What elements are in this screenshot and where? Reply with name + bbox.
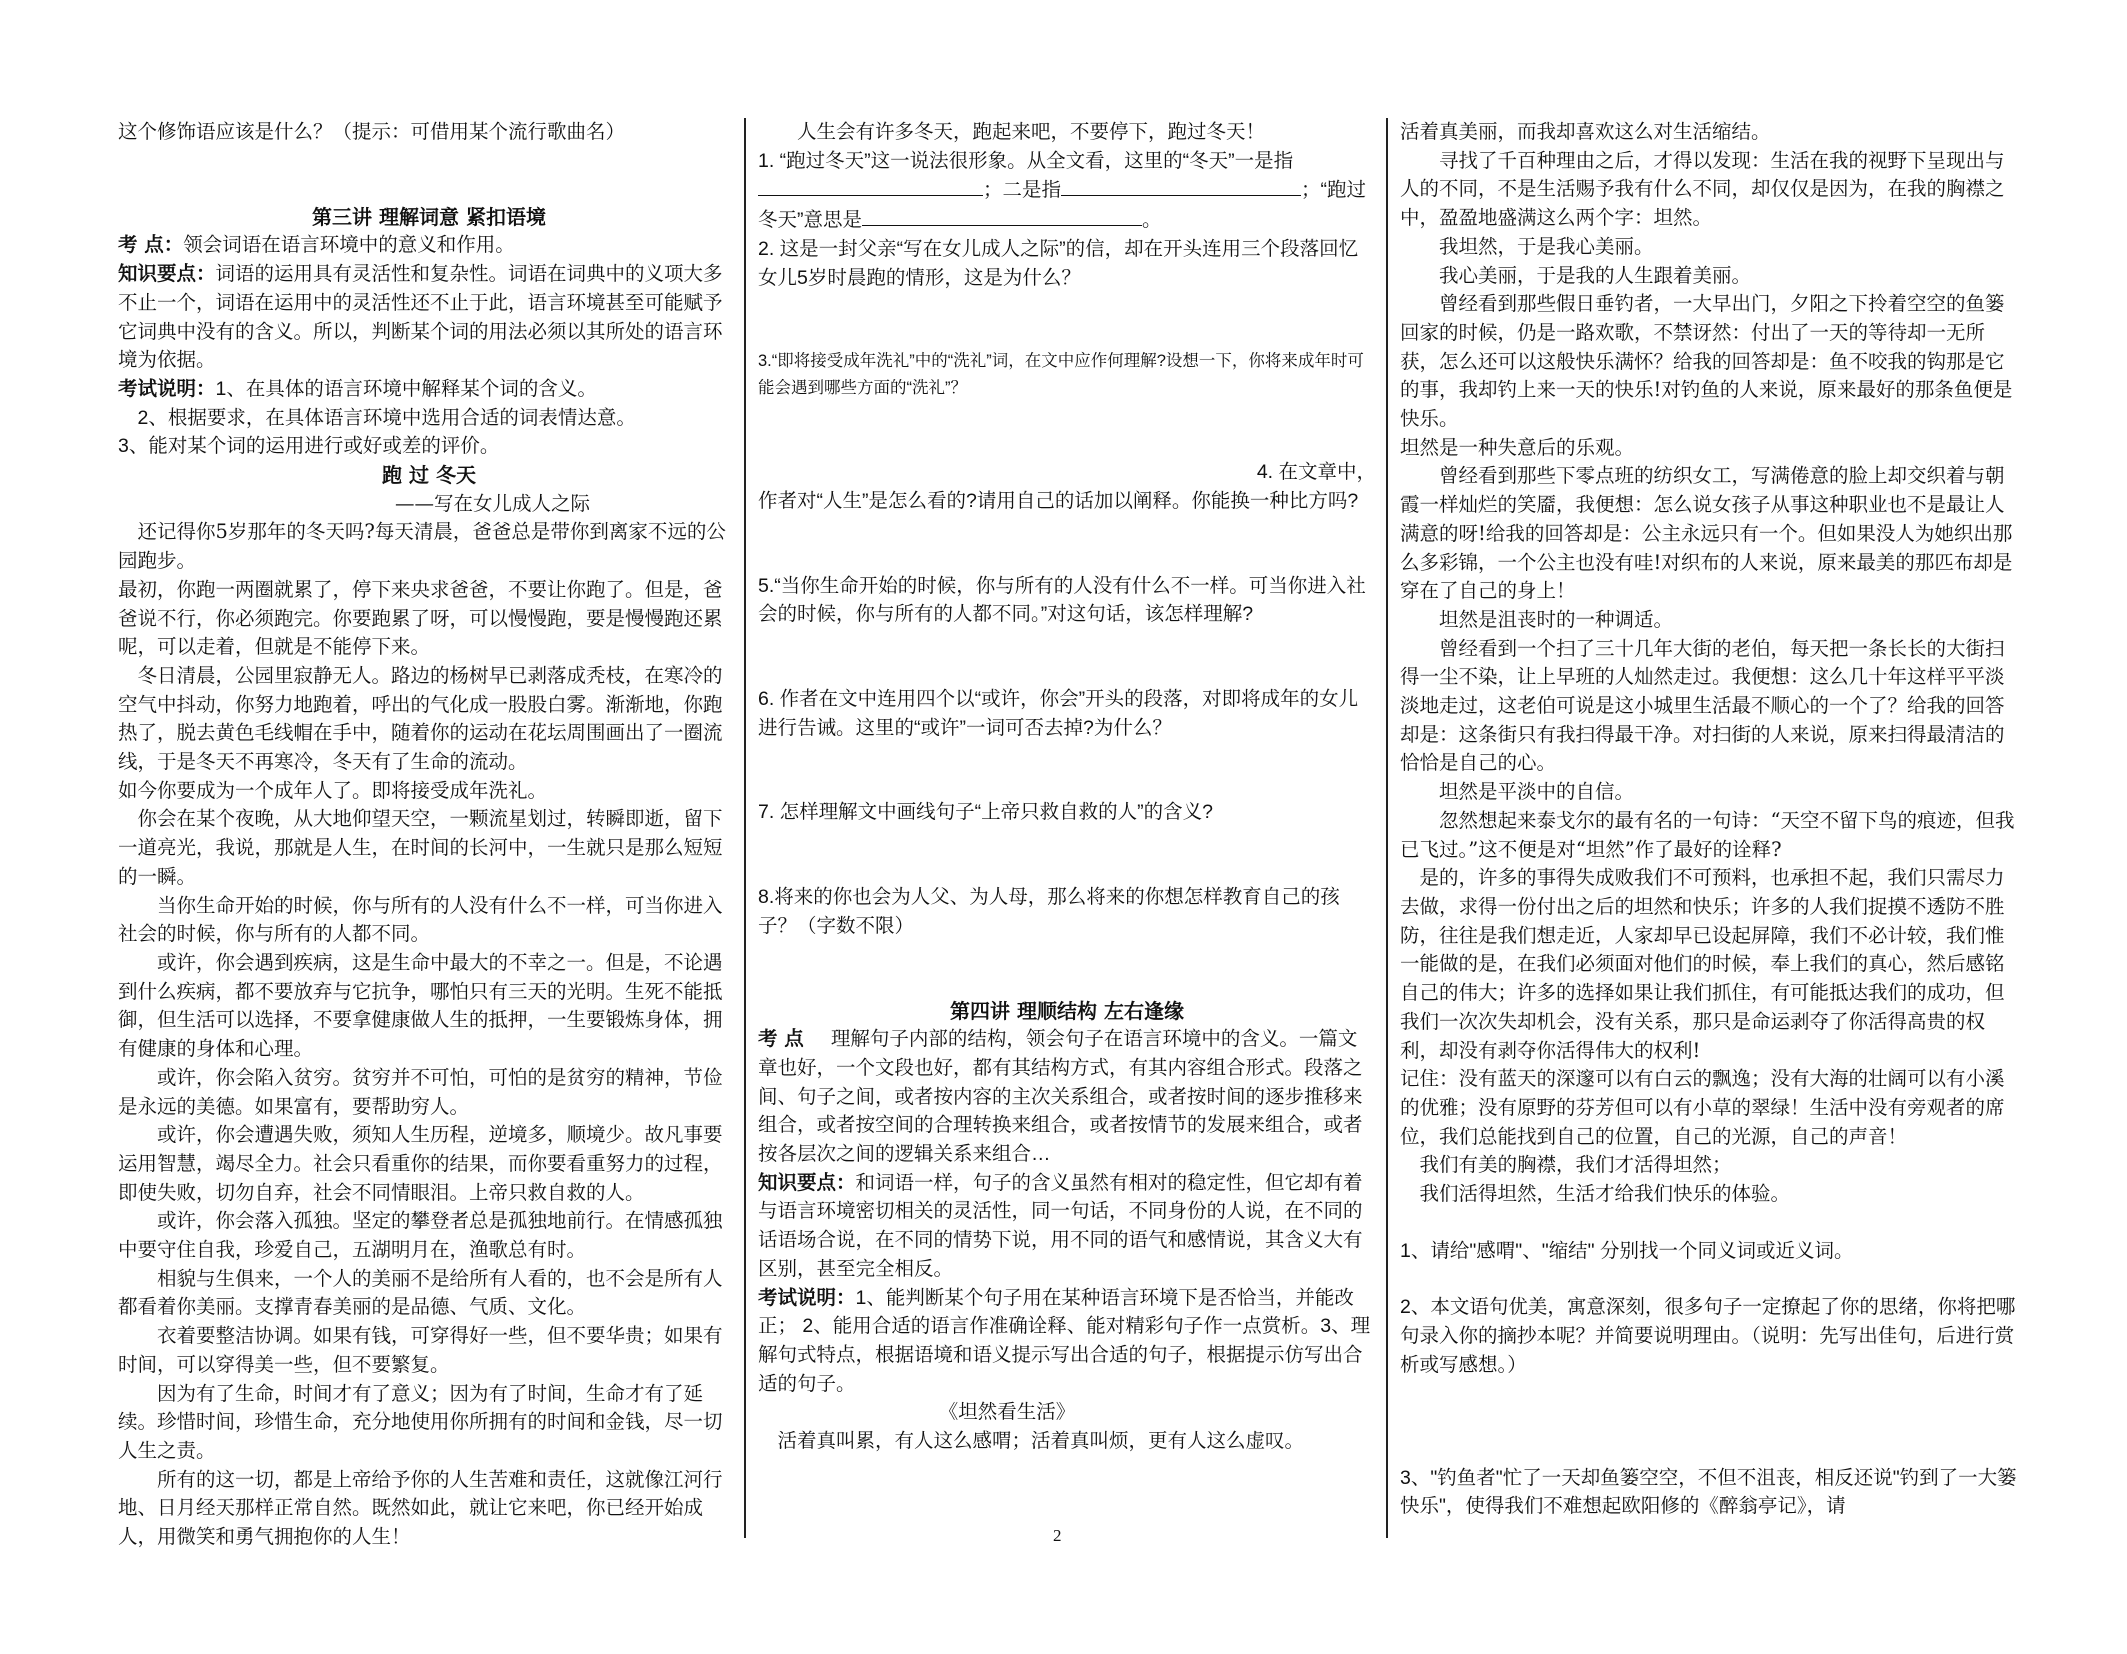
essay-title: 跑 过 冬天: [382, 463, 476, 488]
essay-paragraph: 你会在某个夜晚，从大地仰望天空，一颗流星划过，转瞬即逝，留下一道亮光，我说，那就是人生，在时间的长河中，一生就只是那么短短的一瞬。: [118, 807, 723, 888]
question-3: 3、"钓鱼者"忙了一天却鱼篓空空，不但不沮丧，相反还说"钓到了一大篓快乐"，使得我们不难想起欧阳修的《醉翁亭记》，请: [1400, 1466, 2017, 1518]
answer-blank[interactable]: [1061, 175, 1301, 196]
essay2-paragraph: 记住：没有蓝天的深邃可以有白云的飘逸；没有大海的壮阔可以有小溪的优雅；没有原野的芬芳但可以有小草的翠绿！生活中没有旁观者的席位，我们总能找到自己的位置，自己的光源，自己的声音！: [1400, 1067, 2005, 1148]
essay-paragraph: 还记得你5岁那年的冬天吗?每天清晨，爸爸总是带你到离家不远的公园跑步。: [118, 520, 726, 573]
exam-note-3: 3、能对某个词的运用进行或好或差的评价。: [118, 435, 500, 458]
essay2-title: 《坦然看生活》: [938, 1400, 1076, 1424]
question-2: 2. 这是一封父亲“写在女儿成人之际”的信，却在开头连用三个段落回忆女儿5岁时晨跑的情形，这是为什么？: [758, 237, 1359, 289]
essay2-paragraph: 坦然是一种失意后的乐观。: [1400, 435, 1635, 459]
essay-closing-line: 人生会有许多冬天，跑起来吧，不要停下，跑过冬天！: [797, 120, 1266, 143]
essay2-paragraph: 我坦然，于是我心美丽。: [1439, 234, 1654, 258]
exam-point: 考 点：领会词语在语言环境中的意义和作用。: [118, 233, 515, 257]
essay-paragraph: 或许，你会遭遇失败，须知人生历程，逆境多，顺境少。故凡事要运用智慧，竭尽全力。社会只看重你的结果，而你要看重努力的过程，即使失败，切勿自弃，社会不同情眼泪。上帝只救自救的人。: [118, 1123, 723, 1204]
question-4: 作者对“人生”是怎么看的?请用自己的话加以阐释。你能换一种比方吗?: [758, 489, 1359, 512]
exam-note-2: 2、根据要求，在具体语言环境中选用合适的词表情达意。: [137, 406, 636, 429]
essay2-paragraph: 我们活得坦然，生活才给我们快乐的体验。: [1419, 1182, 1791, 1206]
essay2-paragraph: 活着真叫累，有人这么感喟；活着真叫烦，更有人这么虚叹。: [777, 1429, 1305, 1453]
essay-paragraph: 因为有了生命，时间才有了意义；因为有了时间，生命才有了延续。珍惜时间，珍惜生命，充分地使用你所拥有的时间和金钱，尽一切人生之责。: [118, 1381, 723, 1462]
essay2-paragraph: 坦然是平淡中的自信。: [1439, 780, 1635, 804]
question-1: 1、请给"感喟"、"缩结" 分别找一个同义词或近义词。: [1400, 1239, 1854, 1262]
essay2-paragraph: 我们有美的胸襟，我们才活得坦然；: [1419, 1153, 1732, 1177]
essay-paragraph: 所有的这一切，都是上帝给予你的人生苦难和责任，这就像江河行地、日月经天那样正常自然。既然如此，就让它来吧，你已经开始成人，用微笑和勇气拥抱你的人生！: [118, 1467, 723, 1549]
question-3: 3.“即将接受成年洗礼”中的“洗礼”词，在文中应作何理解?设想一下，你将来成年时可能会遇到哪些方面的“洗礼”？: [758, 352, 1364, 398]
essay2-paragraph: 是的，许多的事得失成败我们不可预料，也承担不起，我们只需尽力去做，求得一份付出之后的坦然和快乐；许多的人我们捉摸不透防不胜防，往往是我们想走近，人家却早已设起屏障，我们不必计较，我们惟一能做的是，在我们必须面对他们的时候，奉上我们的真心，然后感铭自己的伟大；许多的选择如果让我们抓住，有可能抵达我们的成功，但我们一次次失却机会，没有关系，那只是命运剥夺了你活得高贵的权利，却没有剥夺你活得伟大的权利!: [1400, 866, 2005, 1062]
essay2-paragraph: 我心美丽，于是我的人生跟着美丽。: [1439, 263, 1752, 287]
essay2-paragraph: 坦然是沮丧时的一种调适。: [1439, 607, 1674, 631]
essay2-paragraph: 活着真美丽，而我却喜欢这么对生活缩结。: [1400, 120, 1771, 143]
essay-paragraph: 或许，你会陷入贫穷。贫穷并不可怕，可怕的是贫穷的精神，节俭是永远的美德。如果富有，要帮助穷人。: [118, 1065, 723, 1118]
essay-paragraph: 相貌与生俱来，一个人的美丽不是给所有人看的，也不会是所有人都看着你美丽。支撑青春美丽的是品德、气质、文化。: [118, 1266, 723, 1319]
exam-notes: 考试说明：1、在具体的语言环境中解释某个词的含义。: [118, 376, 597, 400]
question-7: 7. 怎样理解文中画线句子“上帝只救自救的人”的含义?: [758, 801, 1214, 824]
answer-blank[interactable]: [862, 205, 1142, 226]
essay-paragraph: 如今你要成为一个成年人了。即将接受成年洗礼。: [118, 778, 548, 802]
essay-paragraph: 最初，你跑一两圈就累了，停下来央求爸爸，不要让你跑了。但是，爸爸说不行，你必须跑完。你要跑累了呀，可以慢慢跑，要是慢慢跑还累呢，可以走着，但就是不能停下来。: [118, 577, 723, 659]
essay-paragraph: 当你生命开始的时候，你与所有的人没有什么不一样，可当你进入社会的时候，你与所有的人都不同。: [118, 893, 723, 946]
essay-paragraph: 或许，你会落入孤独。坚定的攀登者总是孤独地前行。在情感孤独中要守住自我，珍爱自己，五湖明月在，渔歌总有时。: [118, 1209, 723, 1262]
hint-line: 这个修饰语应该是什么？（提示：可借用某个流行歌曲名）: [118, 120, 626, 143]
exam-point: 考 点 理解句子内部的结构，领会句子在语言环境中的含义。一篇文章也好，一个文段也好，都有其结构方式，有其内容组合形式。段落之间、句子之间，或者按内容的主次关系组合，或者按时间的逐步推移来组合，或者按空间的合理转换来组合，或者按情节的发展来组合，或者按各层次之间的逻辑关系来组合…: [758, 1027, 1363, 1166]
question-4-label: 4. 在文章中，: [1256, 461, 1376, 484]
question-2: 2、本文语句优美，寓意深刻，很多句子一定撩起了你的思绪，你将把哪句录入你的摘抄本呢？并简要说明理由。（说明：先写出佳句，后进行赏析或写感想。）: [1400, 1296, 2016, 1376]
question-1: 1. “跑过冬天”这一说法很形象。从全文看，这里的“冬天”一是指；二是指 ；“跑过冬天”意思是 。: [758, 149, 1367, 232]
question-5: 5.“当你生命开始的时候，你与所有的人没有什么不一样。可当你进入社会的时候，你与所有的人都不同。”对这句话，该怎样理解?: [758, 574, 1366, 626]
essay-subtitle: ——写在女儿成人之际: [394, 491, 590, 515]
knowledge-points: 知识要点：词语的运用具有灵活性和复杂性。词语在词典中的义项大多不止一个，词语在运用中的灵活性还不止于此，语言环境甚至可能赋予它词典中没有的含义。所以，判断某个词的用法必须以其所处的语言环境为依据。: [118, 262, 723, 372]
column-middle: [758, 118, 1376, 1456]
column-left: [118, 118, 740, 1552]
essay2-paragraph: 忽然想起来泰戈尔的最有名的一句诗：“天空不留下鸟的痕迹，但我已飞过。”这不便是对“坦然”作了最好的诠释?: [1400, 808, 2015, 861]
question-6: 6. 作者在文中连用四个以“或许，你会”开头的段落，对即将成年的女儿进行告诫。这里的“或许”一词可否去掉?为什么？: [758, 688, 1359, 739]
column-right: [1400, 118, 2020, 1521]
lesson4-heading: 第四讲 理顺结构 左右逢缘: [950, 998, 1184, 1023]
essay-paragraph: 衣着要整洁协调。如果有钱，可穿得好一些，但不要华贵；如果有时间，可以穿得美一些，但不要繁复。: [118, 1324, 723, 1376]
essay-paragraph: 或许，你会遇到疾病，这是生命中最大的不幸之一。但是，不论遇到什么疾病，都不要放弃与它抗争，哪怕只有三天的光明。生死不能抵御，但生活可以选择，不要拿健康做人生的抵押，一生要锻炼身体，拥有健康的身体和心理。: [118, 950, 723, 1061]
knowledge-points: 知识要点：和词语一样，句子的含义虽然有相对的稳定性，但它却有着与语言环境密切相关的灵活性，同一句话，不同身份的人说，在不同的话语场合说，在不同的情势下说，用不同的语气和感情说，其含义大有区别，甚至完全相反。: [758, 1170, 1363, 1280]
answer-blank[interactable]: [758, 175, 983, 196]
page-number: 2: [1053, 1526, 1062, 1545]
essay2-paragraph: 曾经看到一个扫了三十几年大街的老伯，每天把一条长长的大街扫得一尘不染，让上早班的人灿然走过。我便想：这么几十年这样平平淡淡地走过，这老伯可说是这小城里生活最不顺心的一个了？给我的回答却是：这条街只有我扫得最干净。对扫街的人来说，原来扫得最清洁的恰恰是自己的心。: [1400, 636, 2005, 775]
question-8: 8.将来的你也会为人父、为人母，那么将来的你想怎样教育自己的孩子？（字数不限）: [758, 886, 1340, 937]
essay-paragraph: 冬日清晨，公园里寂静无人。路边的杨树早已剥落成秃枝，在寒冷的空气中抖动，你努力地跑着，呼出的气化成一股股白雾。渐渐地，你跑热了，脱去黄色毛线帽在手中，随着你的运动在花坛周围画出了一圈流线，于是冬天不再寒冷，冬天有了生命的流动。: [118, 663, 723, 774]
exam-notes: 考试说明：1、能判断某个句子用在某种语言环境下是否恰当，并能改正； 2、能用合适的语言作准确诠释、能对精彩句子作一点赏析。3、理解句式特点，根据语境和语义提示写出合适的句子，根据提示仿写出合适的句子。: [758, 1285, 1371, 1395]
column-divider-right: [1386, 118, 1388, 1538]
essay2-paragraph: 寻找了千百种理由之后，才得以发现：生活在我的视野下呈现出与人的不同，不是生活赐予我有什么不同，却仅仅是因为，在我的胸襟之中，盈盈地盛满这么两个字：坦然。: [1400, 148, 2005, 230]
column-divider-left: [744, 118, 746, 1538]
essay2-paragraph: 曾经看到那些下零点班的纺织女工，写满倦意的脸上却交织着与朝霞一样灿烂的笑靥，我便想：怎么说女孩子从事这种职业也不是最让人满意的呀!给我的回答却是：公主永远只有一个。但如果没人为她织出那么多彩锦，一个公主也没有哇!对织布的人来说，原来最美的那匹布却是穿在了自己的身上！: [1400, 464, 2013, 603]
lesson3-heading: 第三讲 理解词意 紧扣语境: [312, 204, 546, 229]
essay2-paragraph: 曾经看到那些假日垂钓者，一大早出门，夕阳之下拎着空空的鱼篓回家的时候，仍是一路欢歌，不禁讶然：付出了一天的等待却一无所获，怎么还可以这般快乐满怀？给我的回答却是：鱼不咬我的钩那是它的事，我却钓上来一天的快乐!对钓鱼的人来说，原来最好的那条鱼便是快乐。: [1400, 292, 2013, 431]
